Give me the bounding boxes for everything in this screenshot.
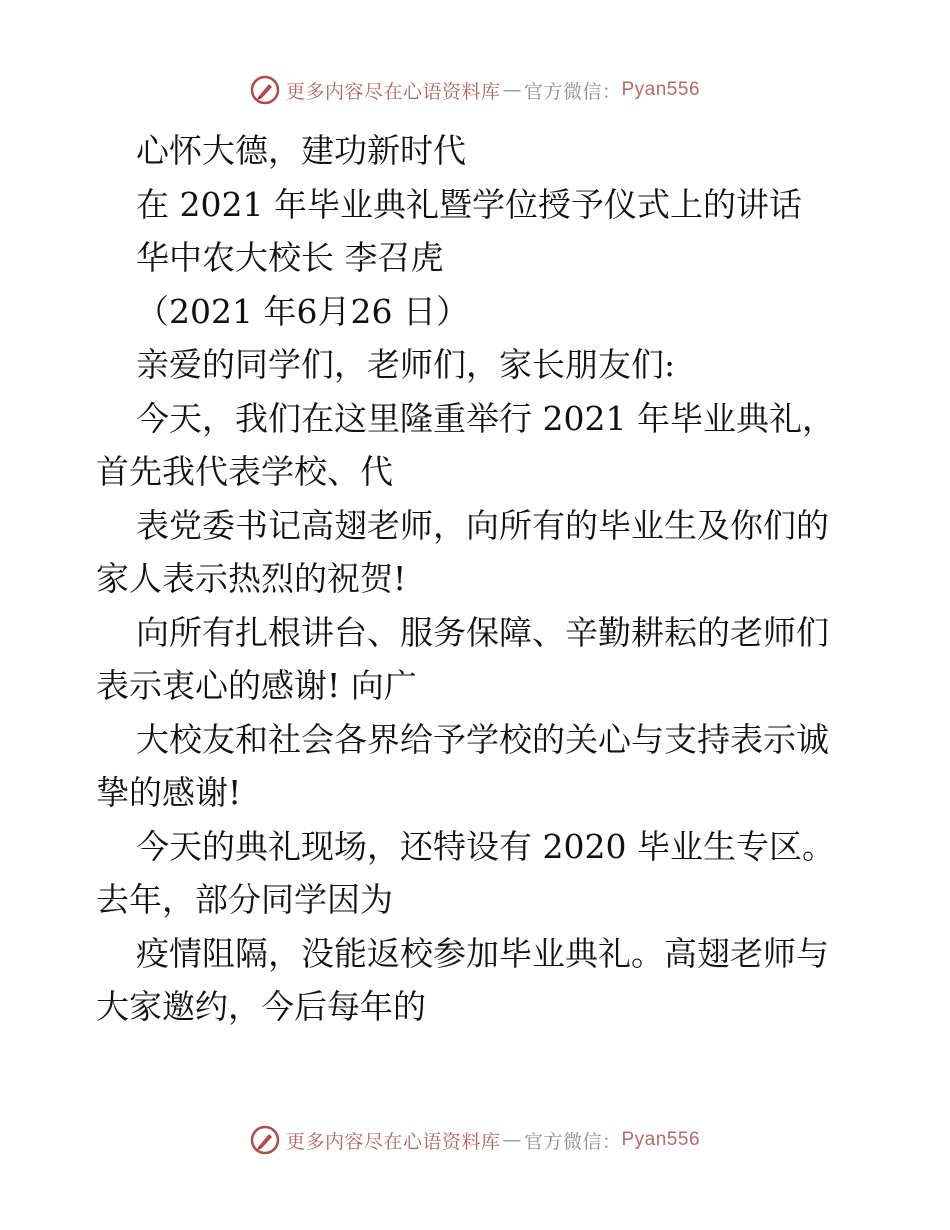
watermark-wechat-label: 官方微信： — [523, 80, 622, 103]
text-line: 大校友和社会各界给予学校的关心与支持表示诚 — [136, 719, 829, 759]
text-line: 疫情阻隔，没能返校参加毕业典礼。高翅老师与 — [136, 933, 829, 973]
pen-logo-icon — [250, 75, 280, 105]
speech-body — [96, 124, 886, 1034]
text-line: 华中农大校长 李召虎 — [136, 238, 444, 277]
watermark-dash: — — [502, 79, 522, 101]
watermark-banner-top — [0, 70, 950, 110]
watermark-wechat-id: Pyan556 — [621, 1129, 701, 1150]
text-line: 表党委书记高翅老师，向所有的毕业生及你们的 — [136, 505, 829, 545]
text-line: 去年，部分同学因为 — [96, 880, 393, 919]
text-line: 今天，我们在这里隆重举行 2021 年毕业典礼， — [136, 398, 835, 438]
watermark-site-text: 更多内容尽在心语资料库 — [285, 80, 501, 103]
watermark-dash: — — [502, 1129, 522, 1151]
watermark-site-text: 更多内容尽在心语资料库 — [285, 1130, 501, 1153]
text-line: 表示衷心的感谢! 向广 — [96, 666, 417, 705]
watermark-banner-bottom — [0, 1120, 950, 1160]
text-line: 挚的感谢! — [96, 773, 242, 812]
text-line: 亲爱的同学们，老师们，家长朋友们: — [136, 345, 676, 384]
text-line: 今天的典礼现场，还特设有 2020 毕业生专区。 — [136, 826, 835, 866]
text-line: （2021 年6月26 日） — [136, 291, 469, 331]
text-line: 心怀大德，建功新时代 — [136, 131, 466, 170]
text-line: 在 2021 年毕业典礼暨学位授予仪式上的讲话 — [136, 184, 802, 224]
watermark-wechat-id: Pyan556 — [621, 79, 701, 100]
text-line: 大家邀约，今后每年的 — [96, 987, 426, 1026]
watermark-wechat-label: 官方微信： — [523, 1130, 622, 1153]
pen-logo-icon — [250, 1125, 280, 1155]
text-line: 家人表示热烈的祝贺! — [96, 559, 407, 598]
text-line: 首先我代表学校、代 — [96, 452, 393, 491]
text-line: 向所有扎根讲台、服务保障、辛勤耕耘的老师们 — [136, 612, 829, 652]
